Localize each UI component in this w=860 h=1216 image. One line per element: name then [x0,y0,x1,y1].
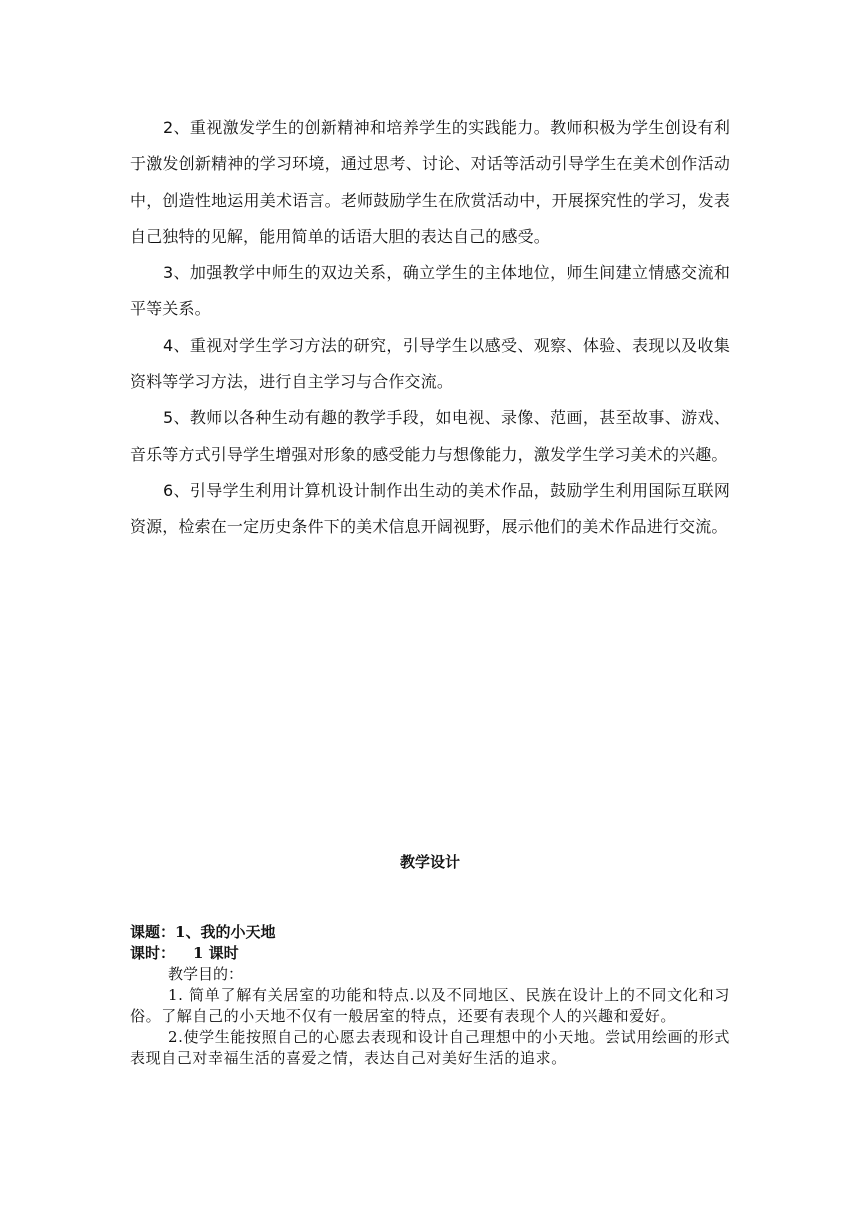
suggestion-paragraph-3: 3、加强教学中师生的双边关系，确立学生的主体地位，师生间建立情感交流和平等关系。 [130,263,730,319]
suggestion-paragraph-4: 4、重视对学生学习方法的研究，引导学生以感受、观察、体验、表现以及收集资料等学习方法，进行自主学习与合作交流。 [130,335,730,392]
lesson-topic [130,922,730,943]
lesson-period [130,943,730,964]
lesson-plan [130,922,730,1069]
topic-label: 课题： [130,923,176,941]
teaching-design-title: 教学设计 [399,853,460,871]
objective-item-1: 1. 简单了解有关居室的功能和特点.以及不同地区、民族在设计上的不同文化和习俗。了解自己的小天地不仅有一般居室的特点，还要有表现个人的兴趣和爱好。 [130,986,730,1025]
period-label: 课时： [130,944,176,962]
topic-value: 1、我的小天地 [175,923,276,941]
objective-item-2: 2.使学生能按照自己的心愿去表现和设计自己理想中的小天地。尝试用绘画的形式表现自己对幸福生活的喜爱之情，表达自己对美好生活的追求。 [130,1028,730,1067]
period-value: 1 课时 [193,944,239,962]
teaching-suggestions-section [130,110,730,546]
suggestion-paragraph-5: 5、教师以各种生动有趣的教学手段，如电视、录像、范画，甚至故事、游戏、音乐等方式引导学生增强对形象的感受能力与想像能力，激发学生学习美术的兴趣。 [130,408,730,464]
suggestion-paragraph-2: 2、重视激发学生的创新精神和培养学生的实践能力。教师积极为学生创设有利于激发创新精神的学习环境，通过思考、讨论、对话等活动引导学生在美术创作活动中，创造性地运用美术语言。老师鼓励学生在欣赏活动中，开展探究性的学习，发表自己独特的见解，能用简单的话语大胆的表达自己的感受。 [130,118,730,246]
suggestion-paragraph-6: 6、引导学生利用计算机设计制作出生动的美术作品，鼓励学生利用国际互联网资源，检索在一定历史条件下的美术信息开阔视野，展示他们的美术作品进行交流。 [130,480,730,537]
objectives-heading: 教学目的： [168,965,244,983]
